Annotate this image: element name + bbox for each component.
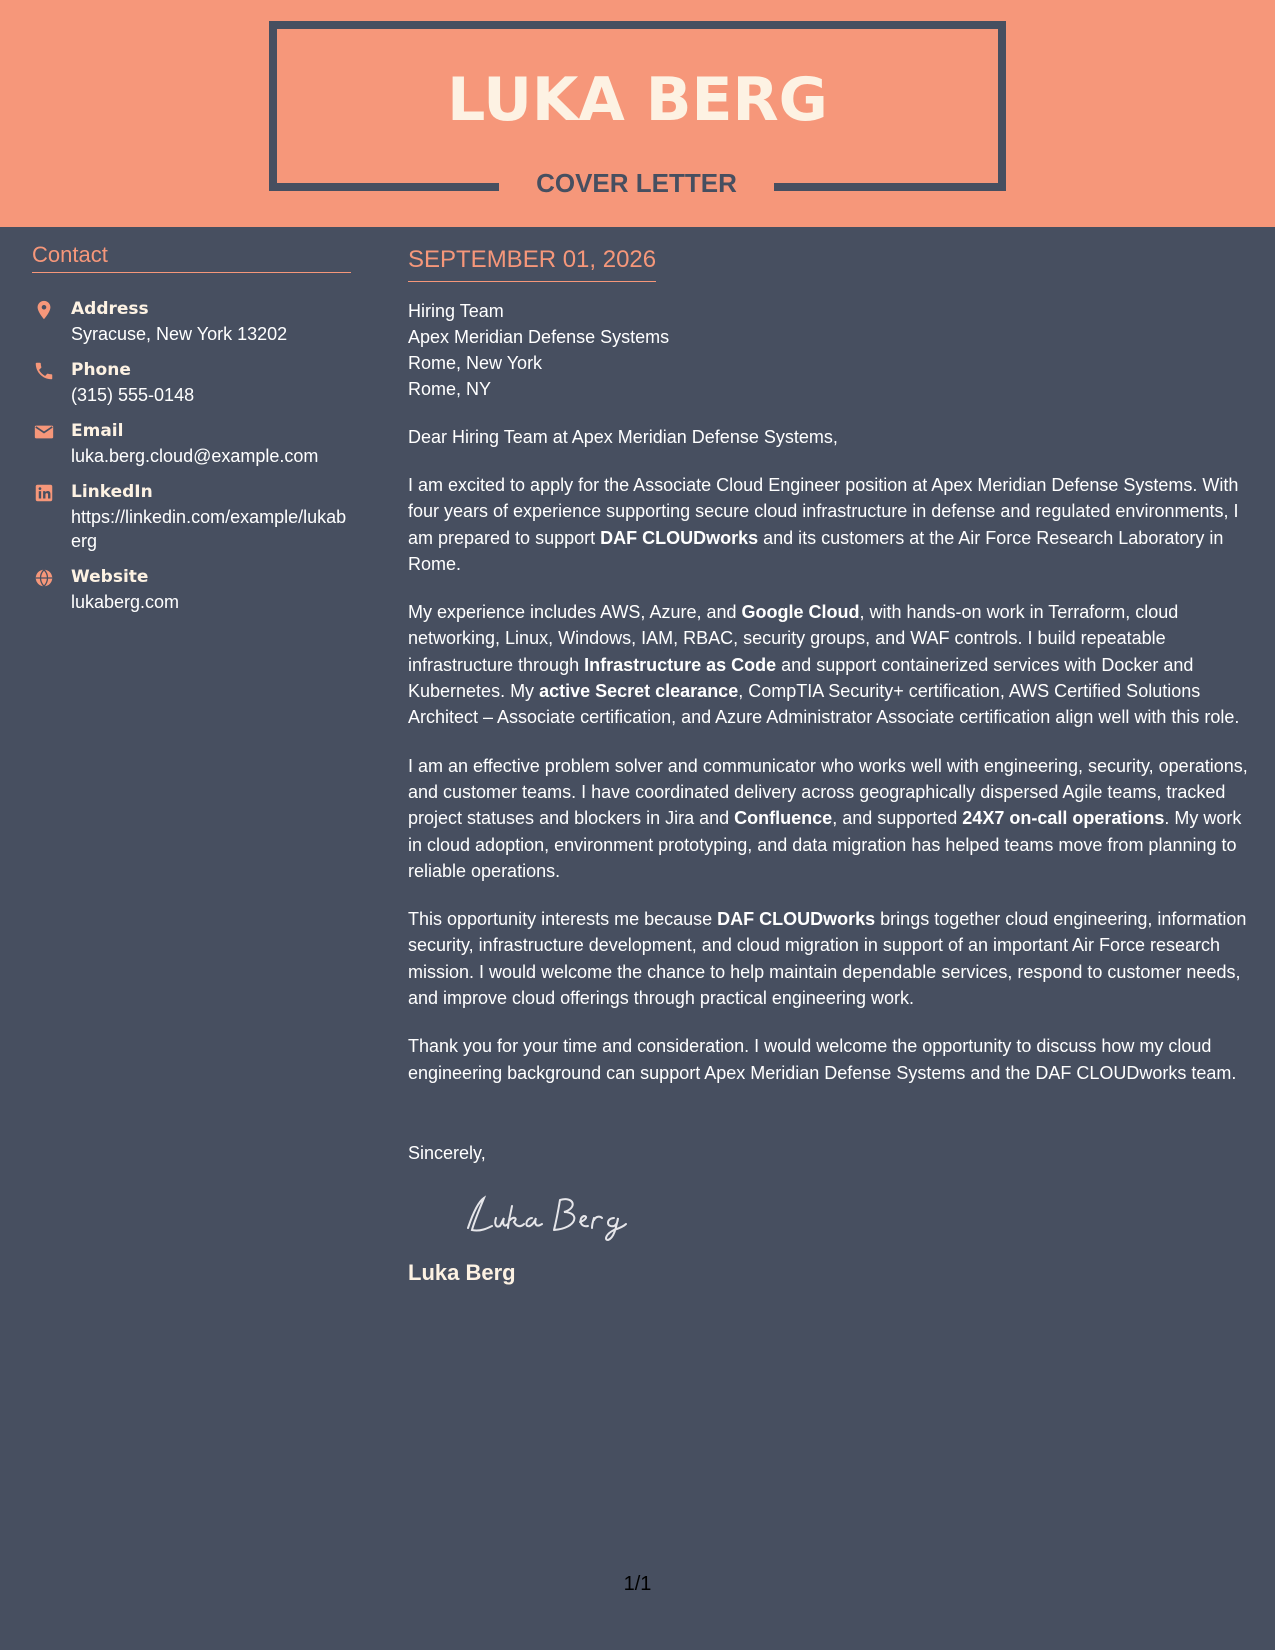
document-subtitle: COVER LETTER — [536, 168, 737, 198]
globe-icon — [32, 567, 56, 589]
contact-label: Email — [71, 421, 124, 441]
recipient-line: Hiring Team — [408, 301, 504, 321]
paragraph-1 — [408, 472, 1248, 577]
paragraph-text: , CompTIA Security+ certification, AWS Certified Solutions Architect – Associate certification, and Azure Administrator Associate certification align well with this role. — [408, 681, 1240, 728]
contact-phone — [32, 358, 351, 407]
paragraph-text: and its customers at the Air Force Research Laboratory in Rome. — [408, 527, 1224, 574]
paragraph-text: , with hands-on work in Terraform, cloud networking, Linux, Windows, IAM, RBAC, security groups, and WAF controls. I build repeatable infrastructure through — [408, 602, 1179, 675]
paragraph-5: Thank you for your time and consideration. I would welcome the opportunity to discuss how my cloud engineering background can support Apex Meridian Defense Systems and the DAF CLOUDworks team. — [408, 1036, 1237, 1083]
contact-website — [32, 565, 351, 614]
signer-name: Luka Berg — [408, 1259, 516, 1285]
contact-label: Phone — [71, 360, 131, 380]
contact-label: Website — [71, 567, 149, 587]
greeting: Dear Hiring Team at Apex Meridian Defense Systems, — [408, 427, 838, 447]
recipient-line: Rome, NY — [408, 379, 492, 399]
closing: Sincerely, — [408, 1142, 486, 1163]
contact-linkedin — [32, 480, 351, 553]
signature-image — [454, 1188, 1248, 1244]
paragraph-text: I am an effective problem solver and communicator who works well with engineering, security, operations, and customer teams. I have coordinated delivery across geographically dispersed Agile teams, tracked project statuses and blockers in Jira and — [408, 755, 1248, 829]
letter-date: SEPTEMBER 01, 2026 — [408, 243, 656, 282]
letter-body — [408, 243, 1248, 1288]
paragraph-text: My experience includes AWS, Azure, and — [408, 602, 742, 623]
paragraph-text: and support containerized services with Docker and Kubernetes. My — [408, 654, 1194, 702]
contact-value[interactable]: https://linkedin.com/example/lukaberg — [71, 507, 347, 551]
paragraph-emphasis: Confluence — [734, 808, 833, 829]
paragraph-4 — [408, 906, 1248, 1011]
paragraph-text: I am excited to apply for the Associate Cloud Engineer position at Apex Meridian Defense Systems. With four years of experience supporting secure cloud infrastructure in defense and regulated environments, I am prepared to support — [408, 475, 1239, 548]
paragraph-3 — [408, 753, 1248, 884]
contact-value: Syracuse, New York 13202 — [71, 324, 288, 344]
paragraph-text: brings together cloud engineering, information security, infrastructure development, and cloud migration in support of an important Air Force research mission. I would welcome the chance to help maintain dependable services, respond to customer needs, and improve cloud offerings through practical engineering work. — [408, 909, 1247, 1009]
paragraph-text: . My work in cloud adoption, environment prototyping, and data migration has helped teams move from planning to reliable operations. — [408, 808, 1242, 881]
contact-email — [32, 419, 351, 468]
recipient-line: Rome, New York — [408, 353, 543, 373]
paragraph-emphasis: active Secret clearance — [539, 681, 739, 702]
envelope-icon — [32, 421, 56, 443]
linkedin-icon — [32, 482, 56, 504]
contact-value[interactable]: lukaberg.com — [71, 592, 180, 612]
page-number: 1/1 — [623, 1573, 652, 1595]
contact-address — [32, 297, 351, 346]
paragraph-emphasis: 24X7 on-call operations — [962, 808, 1165, 829]
paragraph-text: This opportunity interests me because — [408, 909, 718, 930]
paragraph-emphasis: Google Cloud — [741, 602, 860, 623]
contact-value: (315) 555-0148 — [71, 385, 195, 405]
recipient-line: Apex Meridian Defense Systems — [408, 327, 670, 347]
paragraph-text: , and supported — [832, 808, 963, 829]
contact-label: Address — [71, 299, 149, 319]
paragraph-emphasis: DAF CLOUDworks — [717, 909, 876, 930]
contact-heading: Contact — [32, 240, 351, 273]
handwritten-signature — [454, 1188, 654, 1244]
header-banner — [0, 0, 1275, 227]
recipient-block — [408, 298, 1248, 402]
map-pin-icon — [32, 299, 56, 321]
contact-sidebar — [32, 240, 351, 614]
contact-value: luka.berg.cloud@example.com — [71, 446, 319, 466]
contact-label: LinkedIn — [71, 482, 153, 502]
applicant-name: LUKA BERG — [447, 65, 828, 135]
paragraph-2 — [408, 599, 1248, 730]
paragraph-emphasis: Infrastructure as Code — [584, 654, 777, 675]
paragraph-emphasis: DAF CLOUDworks — [600, 527, 759, 548]
phone-icon — [32, 360, 56, 382]
